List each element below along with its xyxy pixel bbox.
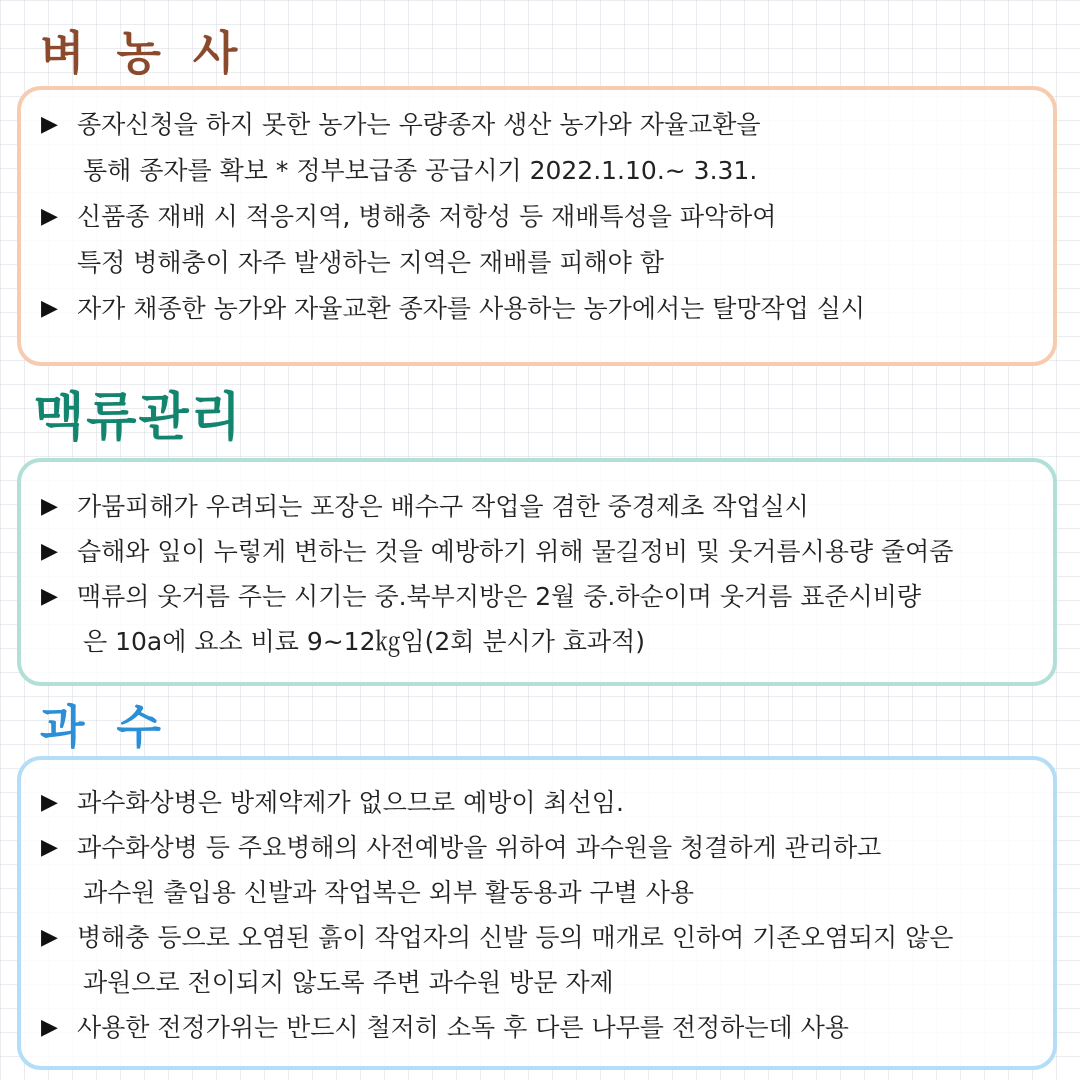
bullet-arrow-icon: ▶ bbox=[41, 494, 58, 519]
bullet-arrow-icon: ▶ bbox=[41, 112, 58, 137]
list-item-text: 맥류의 웃거름 주는 시기는 중.북부지방은 2월 중.하순이며 웃거름 표준시비량 bbox=[77, 582, 922, 611]
list-item-text: 신품종 재배 시 적응지역, 병해충 저항성 등 재배특성을 파악하여 bbox=[77, 202, 777, 231]
section-title-rice: 벼 농 사 bbox=[40, 26, 246, 80]
bullet-arrow-icon: ▶ bbox=[41, 584, 58, 609]
list-item-text: 습해와 잎이 누렇게 변하는 것을 예방하기 위해 물길정비 및 웃거름시용량 줄여줌 bbox=[77, 537, 954, 566]
list-item bbox=[41, 484, 1033, 529]
bullet-arrow-icon: ▶ bbox=[41, 204, 58, 229]
list-item-text: 가뭄피해가 우려되는 포장은 배수구 작업을 겸한 중경제초 작업실시 bbox=[77, 492, 809, 521]
bullet-arrow-icon: ▶ bbox=[41, 1015, 58, 1040]
list-item bbox=[41, 574, 1033, 664]
list-item bbox=[41, 825, 1033, 915]
list-item-text-continued: 특정 병해충이 자주 발생하는 지역은 재배를 피해야 함 bbox=[77, 248, 664, 277]
list-item-text: 병해충 등으로 오염된 흙이 작업자의 신발 등의 매개로 인하여 기존오염되지 않은 bbox=[77, 923, 954, 952]
list-item-text: 과수화상병 등 주요병해의 사전예방을 위하여 과수원을 청결하게 관리하고 bbox=[77, 833, 882, 862]
bullet-arrow-icon: ▶ bbox=[41, 790, 58, 815]
section-title-orchard: 과 수 bbox=[40, 700, 169, 754]
list-item-text: 사용한 전정가위는 반드시 철저히 소독 후 다른 나무를 전정하는데 사용 bbox=[77, 1013, 849, 1042]
list-item-text: 자가 채종한 농가와 자율교환 종자를 사용하는 농가에서는 탈망작업 실시 bbox=[77, 294, 866, 323]
bullet-arrow-icon: ▶ bbox=[41, 539, 58, 564]
bullet-arrow-icon: ▶ bbox=[41, 835, 58, 860]
list-item bbox=[41, 286, 1033, 332]
list-item bbox=[41, 1005, 1033, 1050]
section-box-rice bbox=[17, 86, 1057, 366]
list-item bbox=[41, 780, 1033, 825]
section-title-barley: 맥류관리 bbox=[34, 388, 243, 448]
section-box-barley bbox=[17, 458, 1057, 686]
list-item-text-continued: 은 10a에 요소 비료 9~12㎏임(2회 분시가 효과적) bbox=[83, 627, 645, 656]
section-box-orchard bbox=[17, 756, 1057, 1070]
bullet-arrow-icon: ▶ bbox=[41, 296, 58, 321]
list-item-text-continued: 과수원 출입용 신발과 작업복은 외부 활동용과 구별 사용 bbox=[83, 878, 695, 907]
list-item bbox=[41, 194, 1033, 286]
list-item bbox=[41, 529, 1033, 574]
list-item-text: 종자신청을 하지 못한 농가는 우량종자 생산 농가와 자율교환을 bbox=[77, 110, 761, 139]
list-item bbox=[41, 915, 1033, 1005]
bullet-arrow-icon: ▶ bbox=[41, 925, 58, 950]
list-item-text-continued: 과원으로 전이되지 않도록 주변 과수원 방문 자제 bbox=[83, 968, 614, 997]
list-item-text: 과수화상병은 방제약제가 없으므로 예방이 최선임. bbox=[77, 788, 624, 817]
list-item-text-continued: 통해 종자를 확보 * 정부보급종 공급시기 2022.1.10.~ 3.31. bbox=[83, 156, 758, 185]
list-item bbox=[41, 102, 1033, 194]
